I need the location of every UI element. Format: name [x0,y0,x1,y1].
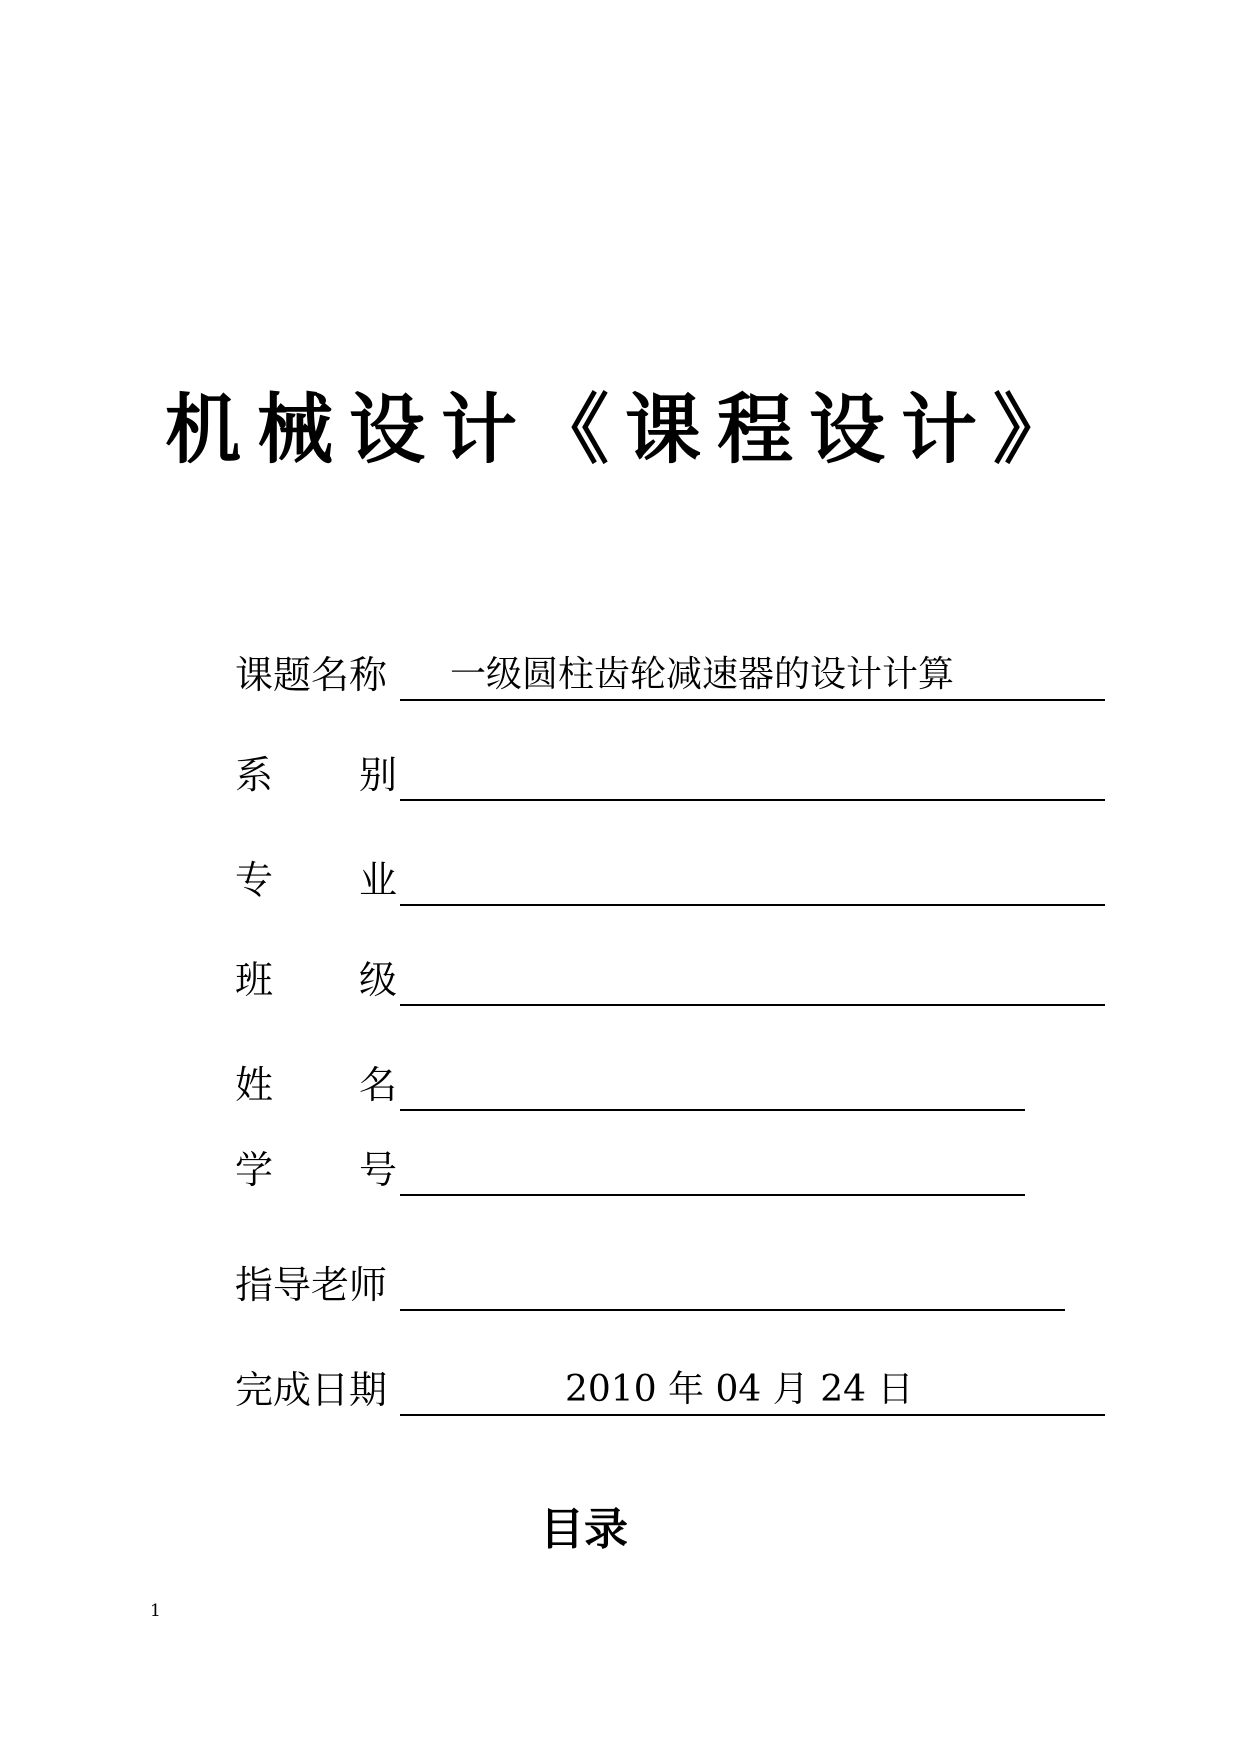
field-student-id-label-1: 学 [235,1148,274,1192]
field-advisor-label: 指导老师 [235,1263,388,1307]
field-class-label-2: 级 [358,958,397,1002]
field-department-label-2: 别 [358,753,397,797]
field-class-label-1: 班 [235,958,274,1002]
field-major-underline [400,904,1105,906]
field-name-underline [400,1109,1025,1111]
field-student-id-label-2: 号 [358,1148,397,1192]
field-completion-date-label: 完成日期 [235,1368,388,1412]
main-title: 机械设计《课程设计》 [165,385,1085,474]
field-class-underline [400,1004,1105,1006]
field-student-id-underline [400,1194,1025,1196]
page-number: 1 [150,1601,161,1621]
field-completion-date-value: 2010 年 04 月 24 日 [565,1369,914,1410]
field-major-label [235,850,397,910]
field-name-label [235,1055,397,1115]
toc-title: 目录 [540,1504,628,1555]
field-student-id-label [235,1140,397,1200]
field-advisor-underline [400,1309,1065,1311]
field-name-label-2: 名 [358,1063,397,1107]
field-topic-value: 一级圆柱齿轮减速器的设计计算 [450,654,955,695]
field-name-label-1: 姓 [235,1063,274,1107]
field-department-label [235,745,397,805]
field-topic-label: 课题名称 [235,653,388,697]
field-department-label-1: 系 [235,753,274,797]
field-class-label [235,950,397,1010]
field-department-underline [400,799,1105,801]
field-major-label-2: 业 [358,858,397,902]
field-major-label-1: 专 [235,858,274,902]
